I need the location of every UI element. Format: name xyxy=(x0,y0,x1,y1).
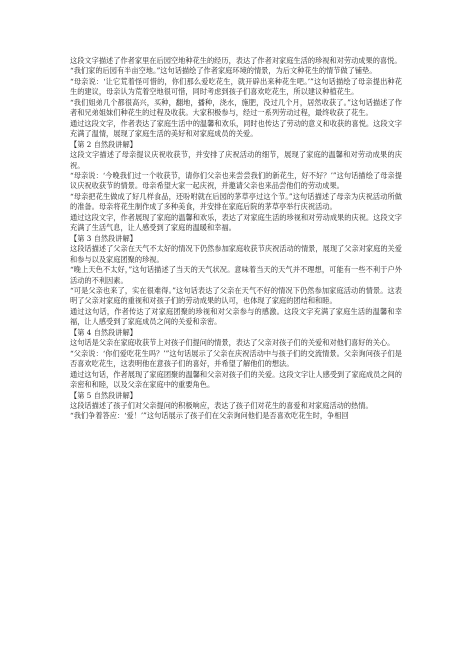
paragraph: “我们姐弟几个都很高兴，买种，翻地，播种，浇水，施肥，没过几个月，居然收获了。”这句话描述了作者和兄弟姐妹们种花生的过程及收获。大家积极参与，经过一系列劳动过程，最终收获了花生。 xyxy=(70,97,402,118)
paragraph: 这句话是父亲在家庭收获节上对孩子们提问的情景，表达了父亲对孩子们的关爱和对他们喜好的关心。 xyxy=(70,338,395,348)
paragraph: “我们争着答应：‘爱！’”这句话展示了孩子们在父亲询问他们是否喜欢吃花生时，争相回 xyxy=(70,411,349,421)
paragraph: 通过这句话，作者传达了对家庭团聚的珍视和对父亲参与的感激。这段文字充满了家庭生活的温馨和幸福，让人感受到了家庭成员之间的关爱和亲密。 xyxy=(70,306,402,327)
paragraph: “母亲把花生做成了好几样食品，还吩咐就在后园的茅草亭过这个节。”这句话描述了母亲为庆祝活动所做的准备。母亲将花生制作成了多种美食，并安排在家庭后院的茅草亭举行庆祝活动。 xyxy=(70,191,402,212)
paragraph: 通过这段文字，作者表达了家庭生活中的温馨和欢乐，同时也传达了劳动的意义和收获的喜悦。这段文字充满了温情，展现了家庭生活的美好和对家庭成员的关爱。 xyxy=(70,118,402,139)
paragraph: 通过这段文字，作者展现了家庭的温馨和欢乐，表达了对家庭生活的珍视和对劳动成果的庆祝。这段文字充满了生活气息，让人感受到了家庭的温暖和幸福。 xyxy=(70,212,402,233)
paragraph: “可是父亲也来了，实在很难得。”这句话表达了父亲在天气不好的情况下仍然参加家庭活动的情景。这表明了父亲对家庭的重视和对孩子们的劳动成果的认可，也体现了家庭的团结和和睦。 xyxy=(70,285,402,306)
paragraph: 这段话描述了父亲在天气不太好的情况下仍然参加家庭收获节庆祝活动的情景，展现了父亲对家庭的关爱和参与以及家庭团聚的珍视。 xyxy=(70,244,402,264)
paragraph: “我们家的后园有半亩空地。”这句话描绘了作者家庭环境的情景，为后文种花生的情节做了铺垫。 xyxy=(70,66,377,76)
paragraph: 这段话描述了孩子们对父亲提问的积极响应，表达了孩子们对花生的喜爱和对家庭活动的热情。 xyxy=(70,400,373,410)
section-heading: 【第 4 自然段讲解】 xyxy=(70,327,137,337)
section-heading: 【第 3 自然段讲解】 xyxy=(70,233,137,243)
paragraph: “晚上天色不太好，”这句话描述了当天的天气状况。意味着当天的天气并不理想，可能有一些不利于户外活动的不利因素。 xyxy=(70,265,402,285)
document-body xyxy=(70,56,402,422)
paragraph: “母亲说：‘今晚我们过一个收获节，请你们父亲也来尝尝我们的新花生，好不好？’”这句话描绘了母亲提议庆祝收获节的情景。母亲希望大家一起庆祝，并邀请父亲也来品尝他们的劳动成果。 xyxy=(70,170,402,191)
paragraph: “父亲说：‘你们爱吃花生吗？’”这句话展示了父亲在庆祝活动中与孩子们的交流情景。父亲询问孩子们是否喜欢吃花生，这表明他在意孩子们的喜好，并希望了解他们的想法。 xyxy=(70,348,402,369)
paragraph: “母亲说：‘让它荒着怪可惜的，你们那么爱吃花生，就开辟出来种花生吧。’”这句话描绘了母亲提出种花生的建议，母亲认为荒着空地很可惜，同时考虑到孩子们喜欢吃花生，所以建议种植花生。 xyxy=(70,76,402,97)
section-heading: 【第 2 自然段讲解】 xyxy=(70,139,137,149)
section-heading: 【第 5 自然段讲解】 xyxy=(70,390,137,400)
paragraph: 通过这句话，作者展现了家庭团聚的温馨和父亲对孩子们的关爱。这段文字让人感受到了家庭成员之间的亲密和和睦，以及父亲在家庭中的重要角色。 xyxy=(70,369,402,390)
paragraph: 这段文字描述了母亲提议庆祝收获节，并安排了庆祝活动的细节，展现了家庭的温馨和对劳动成果的庆祝。 xyxy=(70,150,402,170)
paragraph: 这段文字描述了作者家里在后园空地种花生的经历，表达了作者对家庭生活的珍视和对劳动成果的喜悦。 xyxy=(70,56,402,65)
